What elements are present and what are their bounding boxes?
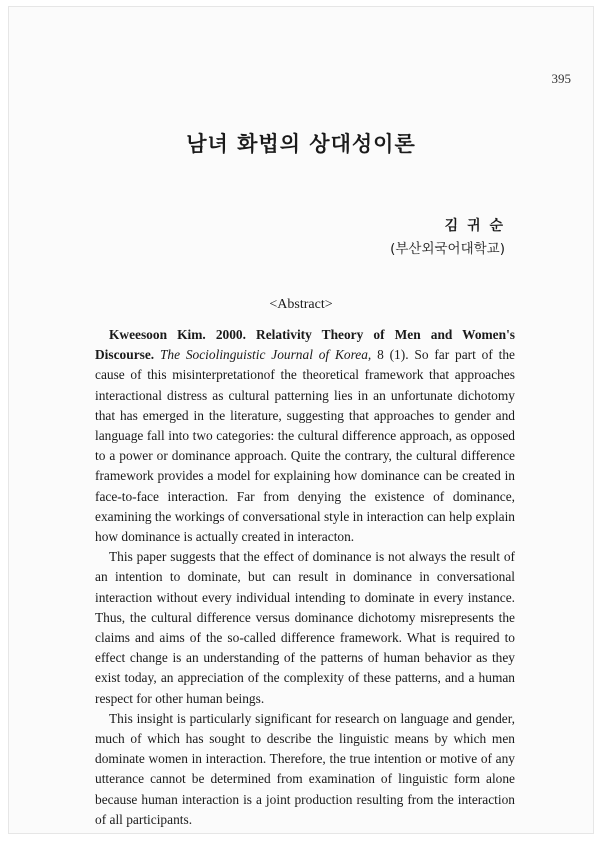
page-number: 395 <box>551 71 571 86</box>
citation-paper-title: Relativity Theory of Men and Women's Discourse. <box>95 327 515 363</box>
citation-journal: The Sociolinguistic Journal of Korea, <box>159 347 372 363</box>
citation-volume: 8 (1). <box>377 347 409 363</box>
author-name: 김 귀 순 <box>444 218 505 234</box>
paper-page <box>8 6 594 834</box>
author-affiliation: (부산외국어대학교) <box>390 241 505 257</box>
abstract-heading: <Abstract> <box>269 297 333 312</box>
paragraph-text: So far part of the cause of this misinterpretationof the theoretical framework that approaches interactional distress as cultural patterning lies in an unfortunate dichotomy that has emerged in the literature, suggesting that approaches to gender and language fall into two categories: the cultural difference approach, as opposed to a power or dominance approach. Quite the contrary, the cultural difference framework provides a model for explaining how dominance can be created in face-to-face interaction. Far from denying the existence of dominance, examining the workings of conversational style in interaction can help explain how dominance is actually created in interacton. <box>95 347 515 545</box>
citation-author-year: Kweesoon Kim. 2000. <box>109 327 246 342</box>
abstract-paragraph-1 <box>95 325 515 547</box>
abstract-paragraph-2: This paper suggests that the effect of dominance is not always the result of an intention to dominate, but can result in dominance in conversational interaction without every individual intending to dominate in every instance. Thus, the cultural difference versus dominance dichotomy misrepresents the claims and aims of the so-called difference framework. What is required to effect change is an understanding of the patterns of human behavior as they exist today, an appreciation of the complexity of these patterns, and a human respect for other human beings. <box>95 549 515 706</box>
abstract-paragraph-3: This insight is particularly significant for research on language and gender, much of which has sought to describe the linguistic means by which men dominate women in interaction. Therefore, the true intention or motive of any utterance cannot be determined from examination of linguistic form alone because human interaction is a joint production resulting from the interaction of all participants. <box>95 710 515 827</box>
abstract-body <box>95 325 515 830</box>
paper-title: 남녀 화법의 상대성이론 <box>186 132 416 156</box>
